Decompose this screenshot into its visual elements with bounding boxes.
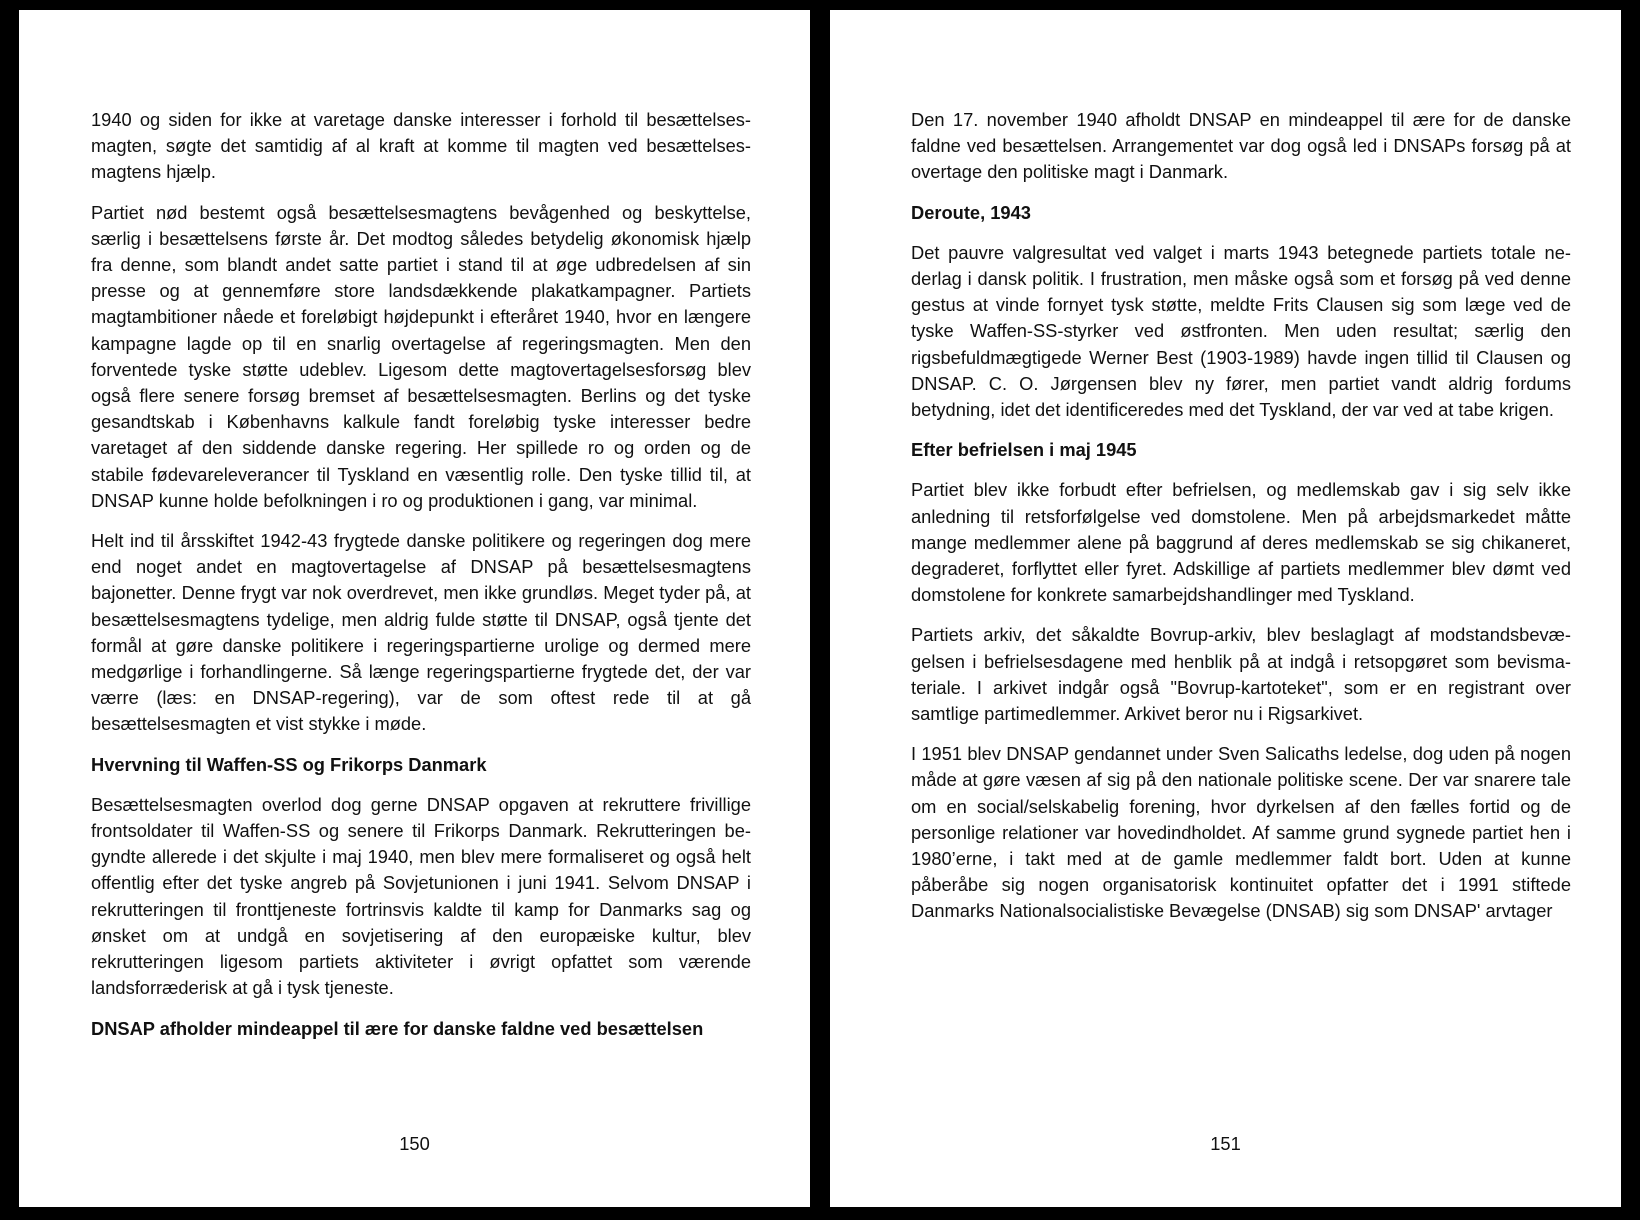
section-heading-waffen-ss: Hvervning til Waffen-SS og Frikorps Danmark bbox=[91, 753, 487, 775]
body-paragraph: 1940 og siden for ikke at varetage danske interesser i forhold til besættelsesmagten, søgte det samtidig af al kraft at komme til magten ved besættelsesmagtens hjælp. bbox=[91, 109, 751, 183]
body-paragraph: Partiet nød bestemt også besættelsesmagtens bevågenhed og beskyttelse, særlig i besættelsens første år. Det modtog således betydelig økonomisk hjælp fra denne, som blandt andet satte partiet i stand til at øge udbredelsen af sin presse og at gennemføre store landsdækkende plakatkampagner. Partiets magtambitioner nåede et foreløbigt højdepunkt i efteråret 1940, hvor en længere kampagne lagde op til en snarlig overtagelse af regeringsmagten. Men den forventede tyske støtte udeblev. Ligesom dette magtovertagelsesforsøg blev også flere senere forsøg bremset af besættelsesmagten. Berlins og det tyske gesandtskab i Københavns kalkule fandt foreløbig tyske interesser bedre varetaget af den siddende danske regering. Her spillede ro og orden og de stabile fødevareleverancer til Tyskland en væsentlig rolle. Den tyske tillid til, at DNSAP kunne holde befolkningen i ro og produktionen i gang, var minimal. bbox=[91, 201, 751, 511]
body-paragraph: Det pauvre valgresultat ved valget i marts 1943 betegnede partiets totale nederlag i dansk politik. I frustration, men måske også som et forsøg på ved denne gestus at vinde fornyet tysk støtte, meldte Frits Clausen sig som læge ved de tyske Waffen-SS-styrker ved østfronten. Men uden resultat; særlig den rigsbefuldmægtigede Werner Best (1903-1989) havde ingen tillid til Clausen og DNSAP. C. O. Jørgensen blev ny fører, men partiet vandt aldrig fordums betydning, idet det identificeredes med det Tyskland, der var ved at tabe krigen. bbox=[911, 241, 1571, 421]
page-number: 150 bbox=[399, 1133, 430, 1154]
page-number: 151 bbox=[1210, 1133, 1241, 1154]
left-page bbox=[19, 10, 810, 1207]
body-paragraph: Besættelsesmagten overlod dog gerne DNSAP opgaven at rekruttere frivillige frontsoldater til Waffen-SS og senere til Frikorps Danmark. Rekrutteringen begyndte allerede i det skjulte i maj 1940, men blev mere formaliseret og også helt offentlig efter det tyske angreb på Sovjetunionen i juni 1941. Selvom DNSAP i rekrutteringen til fronttjeneste fortrinsvis kaldte til kamp for Danmarks sag og ønsket om at undgå en sovjetisering af den europæiske kultur, blev rekrutteringen ligesom partiets aktiviteter i øvrigt opfattet som værende landsforræderisk at gå i tysk tjeneste. bbox=[91, 793, 751, 999]
section-heading-deroute: Deroute, 1943 bbox=[911, 201, 1031, 223]
body-paragraph: I 1951 blev DNSAP gendannet under Sven Salicaths ledelse, dog uden på nogen måde at gøre væsen af sig på den nationale politiske scene. Der var snarere tale om en social/selskabelig forening, hvor dyrkelsen af den fælles fortid og de personlige relationer var hovedindholdet. Af samme grund sygnede partiet hen i 1980’erne, i takt med at de gamle medlemmer faldt bort. Uden at kunne påberåbe sig nogen organisatorisk kontinuitet opfatter det i 1991 stiftede Danmarks Nationalsocialistiske Bevægelse (DNSAB) sig som DNSAP' arvtager bbox=[911, 743, 1571, 922]
left-page-text bbox=[91, 107, 751, 1056]
section-heading-befrielsen: Efter befrielsen i maj 1945 bbox=[911, 439, 1137, 461]
body-paragraph: Partiet blev ikke forbudt efter befrielsen, og medlemskab gav i sig selv ikke anledning til retsforfølgelse ved domstolene. Men på arbejdsmarkedet måtte mange medlemmer alene på baggrund af deres medlemskab se sig chikaneret, degraderet, forflyttet eller fyret. Adskillige af partiets medlemmer blev dømt ved domstolene for konkrete samarbejdshandlinger med Tyskland. bbox=[911, 479, 1571, 606]
right-page-text bbox=[911, 107, 1571, 939]
section-heading-mindeappel: DNSAP afholder mindeappel til ære for danske faldne ved besættelsen bbox=[91, 1017, 704, 1039]
body-paragraph: Helt ind til årsskiftet 1942-43 frygtede danske politikere og regeringen dog mere end noget andet en magtovertagelse af DNSAP på besættelsesmagtens bajonetter. Denne frygt var nok overdrevet, men ikke grundløs. Meget tyder på, at besættelsesmagtens tydelige, men aldrig fulde støtte til DNSAP, også tjente det formål at gøre danske politikere i regeringspartierne urolige og dermed mere medgørlige i forhandlingerne. Så længe regeringspartierne frygtede det, der var værre (læs: en DNSAP-regering), var de som oftest rede til at gå besættelsesmagten et vist stykke i møde. bbox=[91, 530, 751, 735]
body-paragraph: Den 17. november 1940 afholdt DNSAP en mindeappel til ære for de danske faldne ved besættelsen. Arrangementet var dog også led i DNSAPs forsøg på at overtage den politiske magt i Danmark. bbox=[911, 109, 1571, 183]
right-page bbox=[830, 10, 1621, 1207]
body-paragraph: Partiets arkiv, det såkaldte Bovrup-arkiv, blev beslaglagt af modstandsbevægelsen i befrielsesdagene med henblik på at indgå i retsopgøret som bevismateriale. I arkivet indgår også "Bovrup-kartoteket", som er en registrant over samtlige partimedlemmer. Arkivet beror nu i Rigsarkivet. bbox=[911, 624, 1571, 725]
